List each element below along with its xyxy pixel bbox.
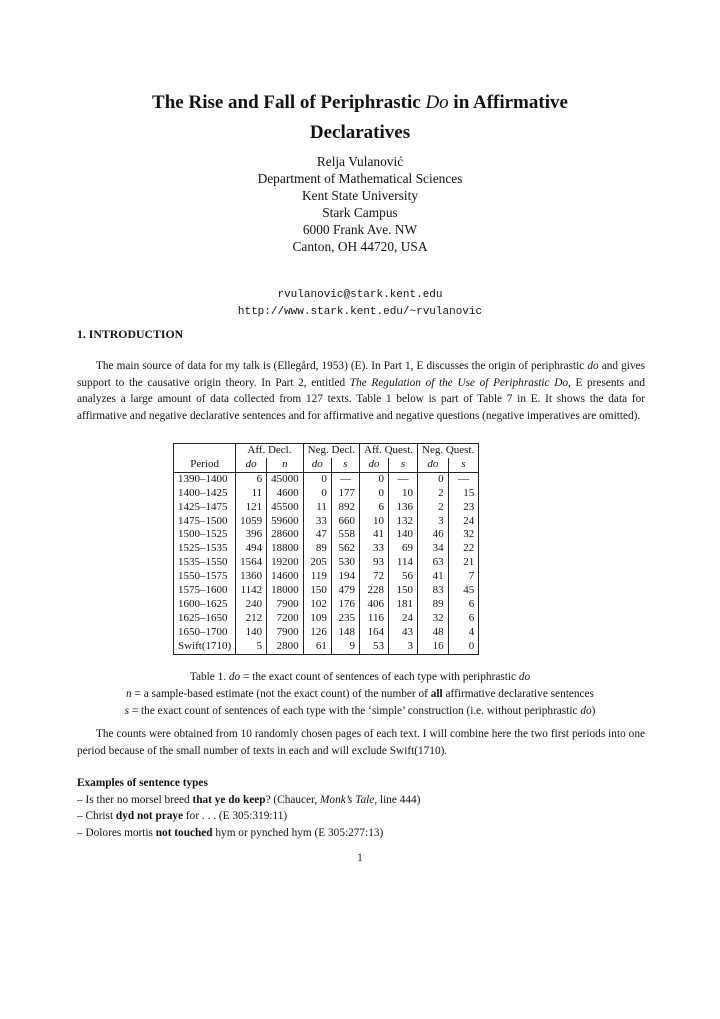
example-text: hym or pynched hym (E 305:277:13) bbox=[212, 826, 384, 839]
table-cell: 0 bbox=[360, 472, 389, 486]
example-bold: that ye do keep bbox=[192, 793, 266, 806]
homepage-link[interactable]: http://www.stark.kent.edu/~rvulanovic bbox=[237, 306, 483, 318]
table-cell: 116 bbox=[360, 612, 389, 626]
caption-bold: all bbox=[430, 688, 443, 700]
group-header: Aff. Quest. bbox=[360, 444, 418, 458]
table-cell: 1360 bbox=[236, 570, 267, 584]
period-cell: 1390–1400 bbox=[178, 472, 228, 485]
table-cell: — bbox=[331, 472, 359, 486]
table-cell: 212 bbox=[236, 612, 267, 626]
page-number: 1 bbox=[357, 852, 363, 864]
table-row bbox=[174, 584, 479, 598]
period-cell: 1575–1600 bbox=[178, 584, 228, 597]
table-cell: 530 bbox=[331, 556, 359, 570]
table-body bbox=[174, 472, 479, 654]
column-header: do bbox=[418, 458, 449, 472]
author-block bbox=[160, 153, 560, 255]
table-cell: 10 bbox=[360, 515, 389, 529]
table-cell: 21 bbox=[448, 556, 479, 570]
example-line bbox=[77, 808, 645, 825]
intro-italic: The Regulation of the Use of Periphrastic Do bbox=[349, 376, 569, 389]
column-header: do bbox=[303, 458, 331, 472]
title-do-word: Do bbox=[425, 92, 449, 113]
example-text: – Is ther no morsel breed bbox=[77, 793, 193, 806]
title-line2: Declaratives bbox=[309, 122, 411, 143]
table-row bbox=[174, 640, 479, 654]
table-cell: 136 bbox=[389, 501, 418, 515]
example-line bbox=[77, 825, 645, 842]
table-row bbox=[174, 472, 479, 486]
table-row bbox=[174, 556, 479, 570]
caption-italic: do bbox=[518, 671, 531, 683]
table-cell: 102 bbox=[303, 598, 331, 612]
table-cell: 24 bbox=[389, 612, 418, 626]
example-text: , line 444) bbox=[374, 793, 421, 806]
intro-italic: do bbox=[587, 360, 599, 372]
table-cell: 562 bbox=[331, 542, 359, 556]
column-header: s bbox=[448, 458, 479, 472]
contact-block bbox=[160, 287, 560, 321]
period-cell: 1400–1425 bbox=[178, 486, 228, 499]
group-header: Neg. Quest. bbox=[418, 444, 479, 458]
table-cell: 396 bbox=[236, 528, 267, 542]
table-row bbox=[174, 528, 479, 542]
example-text: – Christ bbox=[77, 810, 116, 823]
table-cell: 34 bbox=[418, 542, 449, 556]
table-cell: 45000 bbox=[267, 472, 304, 486]
table-row bbox=[174, 515, 479, 529]
table-cell: 0 bbox=[418, 472, 449, 486]
table-cell: 1564 bbox=[236, 556, 267, 570]
caption-italic: n bbox=[126, 688, 132, 700]
table-cell: 148 bbox=[331, 626, 359, 640]
period-cell: 1600–1625 bbox=[178, 597, 228, 610]
table-cell: 16 bbox=[418, 640, 449, 654]
table-row bbox=[174, 598, 479, 612]
period-cell: Swift(1710) bbox=[174, 640, 236, 654]
paper-title bbox=[60, 88, 660, 148]
table-cell: 194 bbox=[331, 570, 359, 584]
group-header: Aff. Decl. bbox=[236, 444, 304, 458]
column-header: n bbox=[267, 458, 304, 472]
table-cell: 10 bbox=[389, 487, 418, 501]
caption-text: affirmative declarative sentences bbox=[442, 688, 594, 700]
table-cell: 240 bbox=[236, 598, 267, 612]
table-cell: 18000 bbox=[267, 584, 304, 598]
caption-text: = the exact count of sentences of each type with periphrastic bbox=[240, 671, 519, 683]
caption-text: = a sample-based estimate (not the exact count) of the number of bbox=[131, 688, 431, 700]
table-row bbox=[174, 612, 479, 626]
table-cell: 235 bbox=[331, 612, 359, 626]
table-cell: 19200 bbox=[267, 556, 304, 570]
table-cell: 558 bbox=[331, 528, 359, 542]
column-header: do bbox=[360, 458, 389, 472]
table-cell: 14600 bbox=[267, 570, 304, 584]
table-cell: 63 bbox=[418, 556, 449, 570]
example-text: for . . . (E 305:319:11) bbox=[183, 810, 288, 823]
caption-text: ) bbox=[591, 705, 596, 717]
table-cell: 33 bbox=[303, 515, 331, 529]
affiliation-line: Stark Campus bbox=[322, 205, 398, 220]
table-cell: 47 bbox=[303, 528, 331, 542]
column-header-row bbox=[174, 458, 479, 472]
table-cell: 2 bbox=[418, 487, 449, 501]
email-link[interactable]: rvulanovic@stark.kent.edu bbox=[277, 289, 443, 301]
table-cell: 164 bbox=[360, 626, 389, 640]
table-cell: 140 bbox=[236, 626, 267, 640]
affiliation-line: Canton, OH 44720, USA bbox=[292, 239, 428, 254]
example-text: ? (Chaucer, bbox=[265, 793, 321, 806]
table-cell: 228 bbox=[360, 584, 389, 598]
table-cell: 7900 bbox=[267, 626, 304, 640]
table-cell: 18800 bbox=[267, 542, 304, 556]
period-column-header: Period bbox=[174, 458, 236, 472]
table-cell: 2800 bbox=[267, 640, 304, 654]
table-cell: 177 bbox=[331, 487, 359, 501]
table-cell: 53 bbox=[360, 640, 389, 654]
table-cell: 660 bbox=[331, 515, 359, 529]
counts-paragraph bbox=[77, 726, 645, 759]
example-bold: dyd not praye bbox=[115, 810, 184, 823]
table-cell: 1059 bbox=[236, 515, 267, 529]
table-cell: 24 bbox=[448, 515, 479, 529]
period-cell: 1650–1700 bbox=[178, 625, 228, 638]
example-text: – Dolores mortis bbox=[77, 826, 156, 839]
table-cell: 479 bbox=[331, 584, 359, 598]
table-cell: 93 bbox=[360, 556, 389, 570]
affiliation-line: 6000 Frank Ave. NW bbox=[302, 222, 418, 237]
table-cell: 56 bbox=[389, 570, 418, 584]
table-cell: 7900 bbox=[267, 598, 304, 612]
example-line bbox=[77, 792, 645, 809]
table-corner bbox=[174, 444, 236, 458]
table-cell: 61 bbox=[303, 640, 331, 654]
table-cell: 114 bbox=[389, 556, 418, 570]
table-cell: 6 bbox=[236, 472, 267, 486]
examples-heading: Examples of sentence types bbox=[77, 777, 208, 789]
table-cell: 23 bbox=[448, 501, 479, 515]
table-cell: 32 bbox=[418, 612, 449, 626]
caption-italic: s bbox=[124, 705, 130, 717]
table-cell: — bbox=[389, 472, 418, 486]
table-cell: 126 bbox=[303, 626, 331, 640]
table-cell: 7200 bbox=[267, 612, 304, 626]
table-cell: 89 bbox=[303, 542, 331, 556]
caption-text: = the exact count of sentences of each type with the ‘simple’ construction (i.e. without periphrastic bbox=[129, 705, 581, 717]
data-table bbox=[173, 443, 479, 655]
table-cell: 1142 bbox=[236, 584, 267, 598]
table-row bbox=[174, 501, 479, 515]
table-cell: 6 bbox=[448, 598, 479, 612]
period-cell: 1625–1650 bbox=[178, 611, 228, 624]
table-cell: 150 bbox=[303, 584, 331, 598]
affiliation-line: Department of Mathematical Sciences bbox=[257, 171, 463, 186]
intro-paragraph bbox=[77, 358, 645, 424]
table-caption bbox=[60, 669, 660, 720]
counts-text: The counts were obtained from 10 randomly chosen pages of each text. I will combine here the two first periods into one period because of the small number of texts in each and will exclude Swift(1710). bbox=[77, 728, 645, 757]
example-bold: not touched bbox=[155, 826, 213, 839]
intro-text: , E presents and analyzes a large amount of data collected from 127 texts. Table 1 below is part of Table 7 in E. It shows the data for affirmative and negative declarative sentences and for affirmative and negative questions (negative imperatives are omitted). bbox=[77, 376, 645, 422]
period-cell: 1475–1500 bbox=[178, 514, 228, 527]
table-cell: 0 bbox=[303, 487, 331, 501]
table-cell: 41 bbox=[360, 528, 389, 542]
table-cell: 205 bbox=[303, 556, 331, 570]
period-cell: 1500–1525 bbox=[178, 528, 228, 541]
table-row bbox=[174, 626, 479, 640]
table-cell: 6 bbox=[360, 501, 389, 515]
table-cell: 3 bbox=[389, 640, 418, 654]
table-cell: 4 bbox=[448, 626, 479, 640]
period-cell: 1525–1535 bbox=[178, 542, 228, 555]
column-header: s bbox=[389, 458, 418, 472]
section-heading: 1. INTRODUCTION bbox=[77, 327, 184, 341]
table-cell: 33 bbox=[360, 542, 389, 556]
caption-text: Table 1. bbox=[189, 671, 229, 683]
table-cell: 89 bbox=[418, 598, 449, 612]
table-cell: 32 bbox=[448, 528, 479, 542]
table-cell: 109 bbox=[303, 612, 331, 626]
table-cell: 0 bbox=[303, 472, 331, 486]
table-cell: 4600 bbox=[267, 487, 304, 501]
author-name: Relja Vulanović bbox=[316, 154, 404, 169]
table-cell: 494 bbox=[236, 542, 267, 556]
table-cell: 83 bbox=[418, 584, 449, 598]
table-cell: 6 bbox=[448, 612, 479, 626]
table-cell: 150 bbox=[389, 584, 418, 598]
affiliation-line: Kent State University bbox=[301, 188, 419, 203]
column-header: s bbox=[331, 458, 359, 472]
table-cell: 7 bbox=[448, 570, 479, 584]
table-cell: 69 bbox=[389, 542, 418, 556]
table-cell: 41 bbox=[418, 570, 449, 584]
table-cell: 45 bbox=[448, 584, 479, 598]
table-cell: 59600 bbox=[267, 515, 304, 529]
table-cell: 119 bbox=[303, 570, 331, 584]
examples-block bbox=[77, 775, 645, 841]
example-italic: Monk’s Tale bbox=[320, 793, 375, 806]
group-header: Neg. Decl. bbox=[303, 444, 359, 458]
table-row bbox=[174, 570, 479, 584]
table-cell: 28600 bbox=[267, 528, 304, 542]
column-header: do bbox=[236, 458, 267, 472]
table-cell: 46 bbox=[418, 528, 449, 542]
table-cell: 2 bbox=[418, 501, 449, 515]
table-cell: 0 bbox=[360, 487, 389, 501]
period-cell: 1550–1575 bbox=[178, 570, 228, 583]
table-cell: 176 bbox=[331, 598, 359, 612]
caption-italic: do bbox=[580, 705, 592, 717]
table-cell: 140 bbox=[389, 528, 418, 542]
table-cell: 48 bbox=[418, 626, 449, 640]
table-row bbox=[174, 487, 479, 501]
table-cell: 11 bbox=[236, 487, 267, 501]
table-cell: 892 bbox=[331, 501, 359, 515]
table-cell: 15 bbox=[448, 487, 479, 501]
table-cell: 132 bbox=[389, 515, 418, 529]
period-cell: 1425–1475 bbox=[178, 500, 228, 513]
table-cell: 45500 bbox=[267, 501, 304, 515]
table-cell: 181 bbox=[389, 598, 418, 612]
table-cell: 406 bbox=[360, 598, 389, 612]
table-cell: 9 bbox=[331, 640, 359, 654]
table-cell: 43 bbox=[389, 626, 418, 640]
table-cell: 22 bbox=[448, 542, 479, 556]
table-cell: — bbox=[448, 472, 479, 486]
table-cell: 3 bbox=[418, 515, 449, 529]
intro-text: The main source of data for my talk is (Ellegård, 1953) (E). In Part 1, E discusses the origin of periphrastic bbox=[96, 360, 588, 372]
caption-italic: do bbox=[228, 671, 241, 683]
table-row bbox=[174, 542, 479, 556]
table-cell: 121 bbox=[236, 501, 267, 515]
title-text: The Rise and Fall of Periphrastic bbox=[152, 92, 426, 113]
table-cell: 72 bbox=[360, 570, 389, 584]
intro-text: and gives support to the causative origin theory. In Part 2, entitled bbox=[77, 360, 645, 389]
table-cell: 11 bbox=[303, 501, 331, 515]
table-cell: 5 bbox=[236, 640, 267, 654]
period-cell: 1535–1550 bbox=[178, 556, 228, 569]
title-text-post: in Affirmative bbox=[448, 92, 568, 113]
table-cell: 0 bbox=[448, 640, 479, 654]
